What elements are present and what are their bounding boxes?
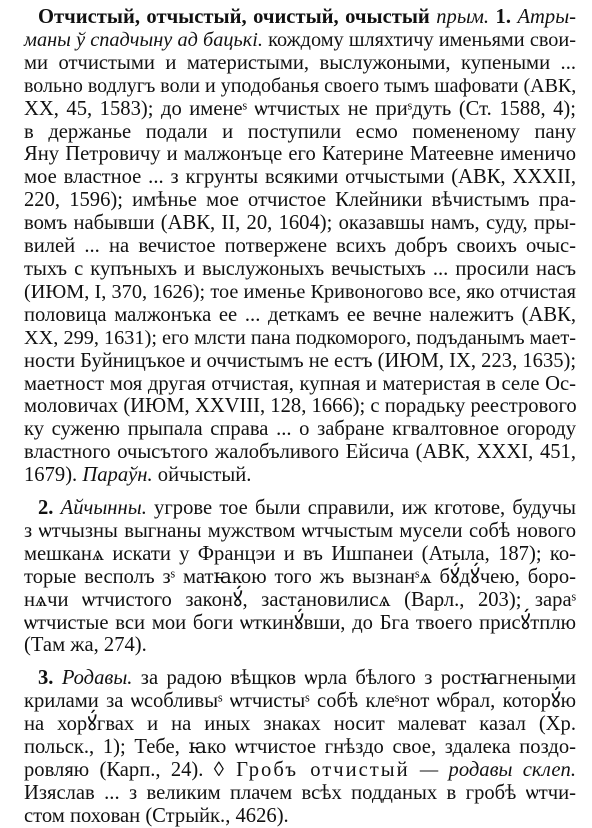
text-line xyxy=(24,464,576,487)
sense-1-paragraph xyxy=(24,6,576,487)
sense-number: 2. xyxy=(38,497,54,520)
text-line: на хорꙋ́гвах и на иных знаках носит малеват казал (Хр. xyxy=(24,713,576,736)
text-line: властного очысътого жалобъливого Ейсича (АВК, XXXI, 451, xyxy=(24,441,576,464)
text-line xyxy=(24,497,576,520)
text-line: ности Буйницъкое и оччистымъ не естъ (ИЮМ, IX, 223, 1635); xyxy=(24,349,577,372)
text-line: маетност моя другая отчистая, купная и материстая в селе Ос- xyxy=(24,372,576,395)
sense-definition: маны ў спадчыну ад бацькі. xyxy=(24,28,263,51)
text-line xyxy=(24,667,576,690)
sense-2-paragraph xyxy=(24,497,576,657)
text-line: моловичах (ИЮМ, XXVIII, 128, 1666); с порадьку реестрового xyxy=(24,395,577,418)
text-line: Изяслав ... з великим плачем всѣх подданых в гробѣ ѡтчи- xyxy=(24,781,576,804)
text-line: польск., 1); Тебе, ꙗко ѡтчистое гнѣздо свое, здалека поздо- xyxy=(24,736,576,759)
text-line: мое властное ... з кгрунты всякими отчыстыми (АВК, XXXII, xyxy=(24,166,576,189)
cross-reference: ойчыстый. xyxy=(152,464,252,487)
citation-text: кождому шляхтичу именьями свои- xyxy=(262,28,577,51)
citation-text: за радою вѣщков ѡрла бѣлого з ростꙗгнеными xyxy=(132,667,576,690)
text-line xyxy=(24,6,576,29)
text-line xyxy=(24,759,576,782)
sense-definition: Атры- xyxy=(510,6,576,28)
sense-definition: Айчынны. xyxy=(53,497,147,520)
text-line: тыхъ с купъныхъ и выслужоныхъ вечыстыхъ ... просили насъ xyxy=(24,257,576,280)
text-line: вольно водлугъ воли и уподобанья своего тымъ шафовати (АВК, xyxy=(24,74,577,97)
text-line: крилами за ѡсобливыˢ ѡтчистыˢ собѣ клеˢнот ѡбрал, которꙋ́ю xyxy=(24,690,576,713)
text-line: в держанье подали и поступили есмо помененому пану xyxy=(24,120,576,143)
sense-definition: Родавы. xyxy=(53,667,133,690)
text-line: вилей ... на вечистое потвержене всихъ добръ своихъ очыс- xyxy=(24,235,576,258)
text-line: мешканѧ искати у Францэи и въ Ишпанеи (Атыла, 187); ко- xyxy=(24,542,576,565)
compare-label: Параўн. xyxy=(77,464,153,487)
sense-number: 3. xyxy=(38,667,54,690)
text-line: стом похован (Стрыйк., 4626). xyxy=(24,804,289,827)
text-line: з ѡтчызны выгнаны мужством ѡтчыстым мусели собѣ нового xyxy=(24,519,576,542)
text-line: Яну Петровичу и малжонъце его Катерине Матеевне именичо xyxy=(24,143,576,166)
citation-text: угрове тое были справили, иж кготове, будучы xyxy=(146,497,576,520)
text-line: 220, 1596); имѣнье мое отчистое Клейники вѣчистымъ пра- xyxy=(24,189,576,212)
text-line: половица малжонъка ее ... деткамъ ее вечне належитъ (АВК, xyxy=(24,303,576,326)
sense-number: 1. xyxy=(495,6,511,28)
text-line: ми отчистыми и материстыми, выслужоными, купеными ... xyxy=(24,51,576,74)
sense-3-paragraph xyxy=(24,667,576,827)
phrase-definition: — родавы склеп. xyxy=(409,759,576,781)
text-line: XX, 299, 1631); его млсти пана подкоморого, подъданымъ мает- xyxy=(24,326,576,349)
text-line: нѧчи ѡтчистого законꙋ́, застановилисѧ (Варл., 203); зараˢ xyxy=(24,588,576,611)
text-line: торые весполъ зˢ матꙗкою того жъ вызнанˢѧ бꙋ́дꙋ́чею, боро- xyxy=(24,565,576,588)
text-line: (ИЮМ, I, 370, 1626); тое именье Кривоногово все, яко отчистая xyxy=(24,280,576,303)
text-line: ку суженю прыпала справа ... о забране кгвалтовное огороду xyxy=(24,418,576,441)
text-line xyxy=(24,29,576,52)
citation-text: ровляю (Карп., 24). ◊ xyxy=(24,759,224,781)
text-line: вомъ набывши (АВК, II, 20, 1604); оказавшы намъ, суду, пры- xyxy=(24,212,576,235)
phrase-headword: Гробъ отчистый xyxy=(223,759,410,781)
headword: Отчистый, отчыстый, очистый, очыстый xyxy=(38,6,430,28)
text-line: XX, 45, 1583); до именеˢ ѡтчистых не приˢдуть (Ст. 1588, 4); xyxy=(24,97,576,120)
text-line: (Там жа, 274). xyxy=(24,634,147,657)
part-of-speech: прым. xyxy=(429,6,496,28)
citation-text: 1679). xyxy=(24,464,78,487)
text-line: ѡтчистые вси мои боги ѡткинꙋ́вши, до Бга твоего присꙋ́тплю xyxy=(24,611,576,634)
